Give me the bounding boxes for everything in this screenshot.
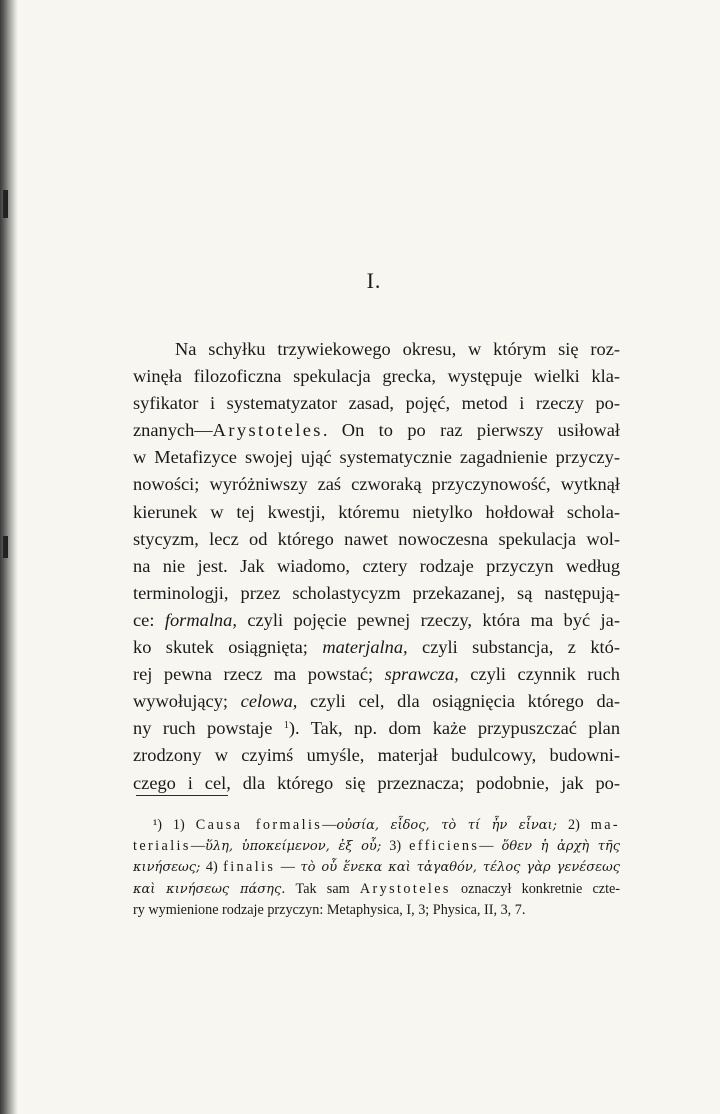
term-formalna: formalna, — [164, 609, 237, 630]
footnote-line: κινήσεως; 4) finalis — τὸ οὗ ἕνεκα καὶ τἀγαθόν, τέλος γὰρ γενέσεως — [133, 859, 620, 876]
text-line: rej pewna rzecz ma powstać; sprawcza, czyli czynnik ruch — [133, 664, 620, 685]
text-line: stycyzm, lecz od którego nawet nowoczesna spekulacja wol- — [133, 528, 621, 549]
text-line: zrodzony w czyimś umyśle, materjał budulcowy, budowni- — [133, 745, 620, 766]
term-sprawcza: sprawcza, — [384, 664, 459, 685]
text-line: kierunek w tej kwestji, któremu nietylko hołdował schola- — [133, 501, 620, 522]
text-line: wywołujący; celowa, czyli cel, dla osiągnięcia którego da- — [133, 691, 621, 712]
term-celowa: celowa, — [240, 691, 298, 712]
text-line: Na schyłku trzywiekowego okresu, w którym się roz- — [175, 339, 621, 359]
footnote-separator — [136, 795, 228, 796]
footnote-block — [133, 815, 620, 921]
text-line: winęła filozoficzna spekulacja grecka, występuje wielki kla- — [133, 366, 621, 387]
text-line: syfikator i systematyzator zasad, pojęć, metod i rzeczy po- — [133, 393, 620, 414]
footnote-line: terialis—ὕλη, ὑποκείμενον, ἐξ οὗ; 3) efficiens— ὅθεν ἡ ἀρχὴ τῆς — [133, 838, 621, 855]
text-line: nowości; wyróżniwszy zaś czworaką przyczynowość, wytknął — [133, 474, 620, 495]
text-line: w Metafizyce swojej ująć systematycznie zagadnienie przyczy- — [133, 447, 620, 468]
footnote-line: ry wymienione rodzaje przyczyn: Metaphysica, I, 3; Physica, II, 3, 7. — [133, 901, 526, 918]
text-line: na nie jest. Jak wiadomo, cztery rodzaje przyczyn według — [133, 555, 621, 576]
main-paragraph — [133, 336, 620, 797]
author-name: Arystoteles — [212, 420, 323, 441]
text-line: ko skutek osiągnięta; materjalna, czyli substancja, z któ- — [133, 637, 620, 658]
text-line: czego i cel, dla którego się przeznacza; podobnie, jak po- — [133, 772, 620, 793]
footnote-line: καὶ κινήσεως πάσης. Tak sam Arystoteles oznaczył konkretnie czte- — [133, 880, 621, 897]
chapter-numeral: I. — [366, 268, 382, 293]
text-line: ny ruch powstaje $^1$). Tak, np. dom każe przypuszczać plan — [133, 718, 621, 739]
text-line: znanych—Arystoteles. On to po raz pierwszy usiłował — [133, 420, 620, 441]
binding-mark — [3, 536, 8, 558]
binding-mark — [3, 190, 8, 218]
text-line: ce: formalna, czyli pojęcie pewnej rzeczy, która ma być ja- — [133, 609, 620, 630]
text-line: terminologji, przez scholastycyzm przekazanej, są następują- — [133, 582, 620, 603]
footnote-line: ¹) 1) Causa formalis—οὐσία, εἶδος, τὸ τί ἦν εἶναι; 2) ma- — [153, 817, 621, 833]
footnote-reference[interactable]: 1 — [283, 720, 289, 732]
term-materjalna: materjalna, — [322, 637, 408, 658]
